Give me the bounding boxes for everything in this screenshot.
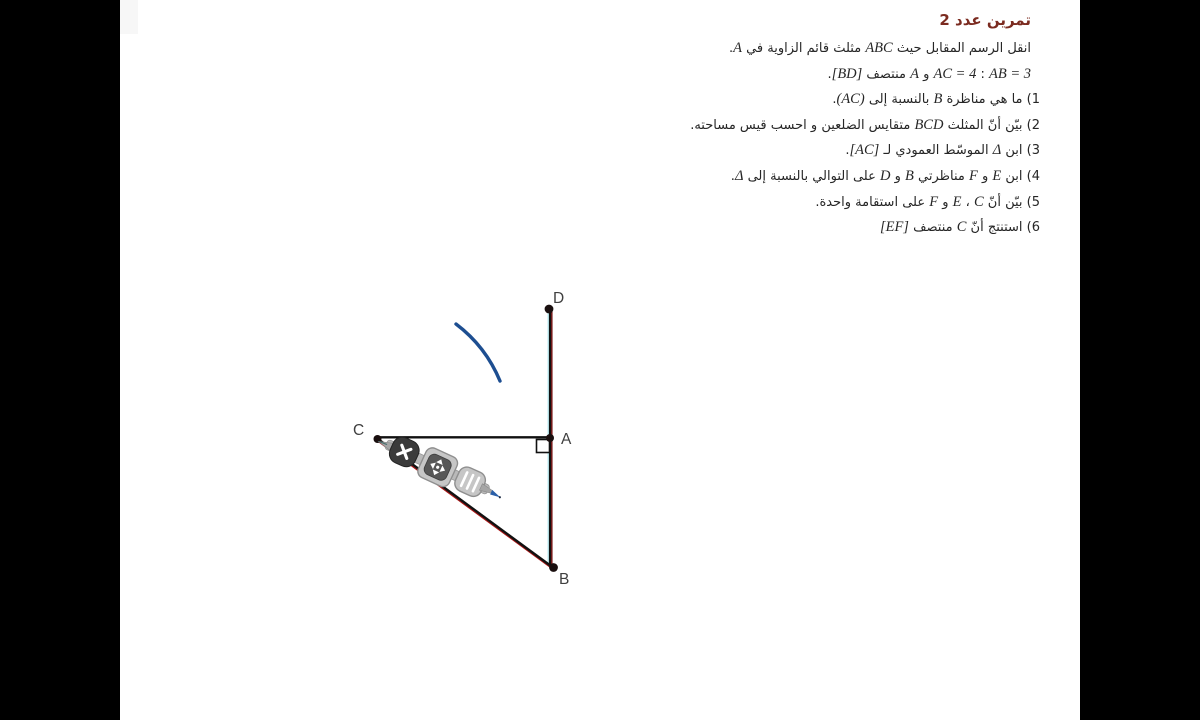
math-token: D	[880, 167, 891, 184]
arabic-text: 6) استنتج أنّ	[966, 220, 1040, 236]
math-token: B	[905, 167, 914, 184]
video-frame	[120, 0, 1080, 720]
arabic-text: و	[890, 168, 906, 184]
arabic-text: على التوالي بالنسبة إلى	[743, 168, 880, 184]
exercise-title: تمرين عدد 2	[939, 11, 1031, 29]
arabic-text: مثلث قائم الزاوية في	[741, 41, 866, 56]
math-token: ABC	[865, 40, 893, 56]
arabic-text: متقايس الضلعين و احسب قيس مساحته.	[690, 117, 915, 133]
arabic-text: .	[728, 41, 734, 56]
math-token: E	[992, 167, 1002, 184]
arabic-text: منتصف	[862, 66, 911, 82]
right-angle-marker	[537, 440, 550, 453]
tool-close-button[interactable]	[386, 434, 422, 470]
math-token: [AC]	[849, 142, 880, 159]
point-b-dot[interactable]	[549, 563, 558, 572]
arabic-text: .	[827, 66, 832, 82]
point-b-label: B	[559, 571, 570, 588]
arabic-text: ،	[961, 194, 974, 210]
compass-tool[interactable]	[372, 426, 508, 511]
arabic-text: و	[918, 66, 934, 82]
math-token: [BD]	[831, 65, 863, 82]
arabic-text: انقل الرسم المقابل حيث	[892, 41, 1031, 56]
point-a-dot[interactable]	[546, 434, 554, 442]
math-token: E	[952, 193, 962, 210]
math-token: Δ	[734, 167, 744, 184]
arabic-text: منتصف	[908, 220, 957, 236]
math-token: Δ	[992, 142, 1002, 159]
arabic-text: 2) بيّن أنّ المثلث	[943, 117, 1040, 133]
arabic-text: و	[938, 194, 953, 210]
math-token: C	[956, 219, 967, 236]
math-token: BCD	[914, 116, 944, 133]
point-d-label: D	[553, 290, 565, 307]
arabic-text: بالنسبة إلى	[864, 92, 934, 108]
tool-grip-handle[interactable]	[452, 464, 488, 499]
arabic-text: 3) ابن	[1001, 143, 1040, 159]
arabic-text: :	[976, 66, 989, 82]
math-token: AC = 4	[933, 65, 977, 82]
math-token: F	[968, 167, 978, 184]
arabic-text: .	[845, 143, 850, 159]
arabic-text: 1) ما هي مناظرة	[942, 92, 1040, 108]
math-token: AB = 3	[989, 65, 1031, 82]
point-c-label: C	[353, 422, 365, 439]
arabic-text: مناظرتي	[913, 168, 969, 184]
math-token: A	[910, 65, 919, 82]
math-token: [EF]	[879, 219, 909, 236]
math-token: C	[973, 193, 984, 210]
arabic-text: .	[832, 92, 837, 108]
math-token: A	[733, 40, 742, 56]
tool-move-handle[interactable]	[416, 446, 460, 489]
arabic-text: الموسّط العمودي لـ	[879, 143, 993, 159]
arabic-text: 5) بيّن أنّ	[983, 194, 1040, 210]
arabic-text: على استقامة واحدة.	[815, 194, 930, 210]
point-a-label: A	[561, 431, 572, 448]
arabic-text: .	[730, 168, 735, 184]
arabic-text: و	[977, 168, 993, 184]
math-token: B	[933, 91, 943, 108]
arabic-text: 4) ابن	[1001, 168, 1040, 184]
math-token: F	[929, 193, 939, 210]
geometry-figure	[120, 0, 1080, 720]
compass-arc	[456, 324, 500, 381]
math-token: (AC)	[836, 91, 865, 108]
